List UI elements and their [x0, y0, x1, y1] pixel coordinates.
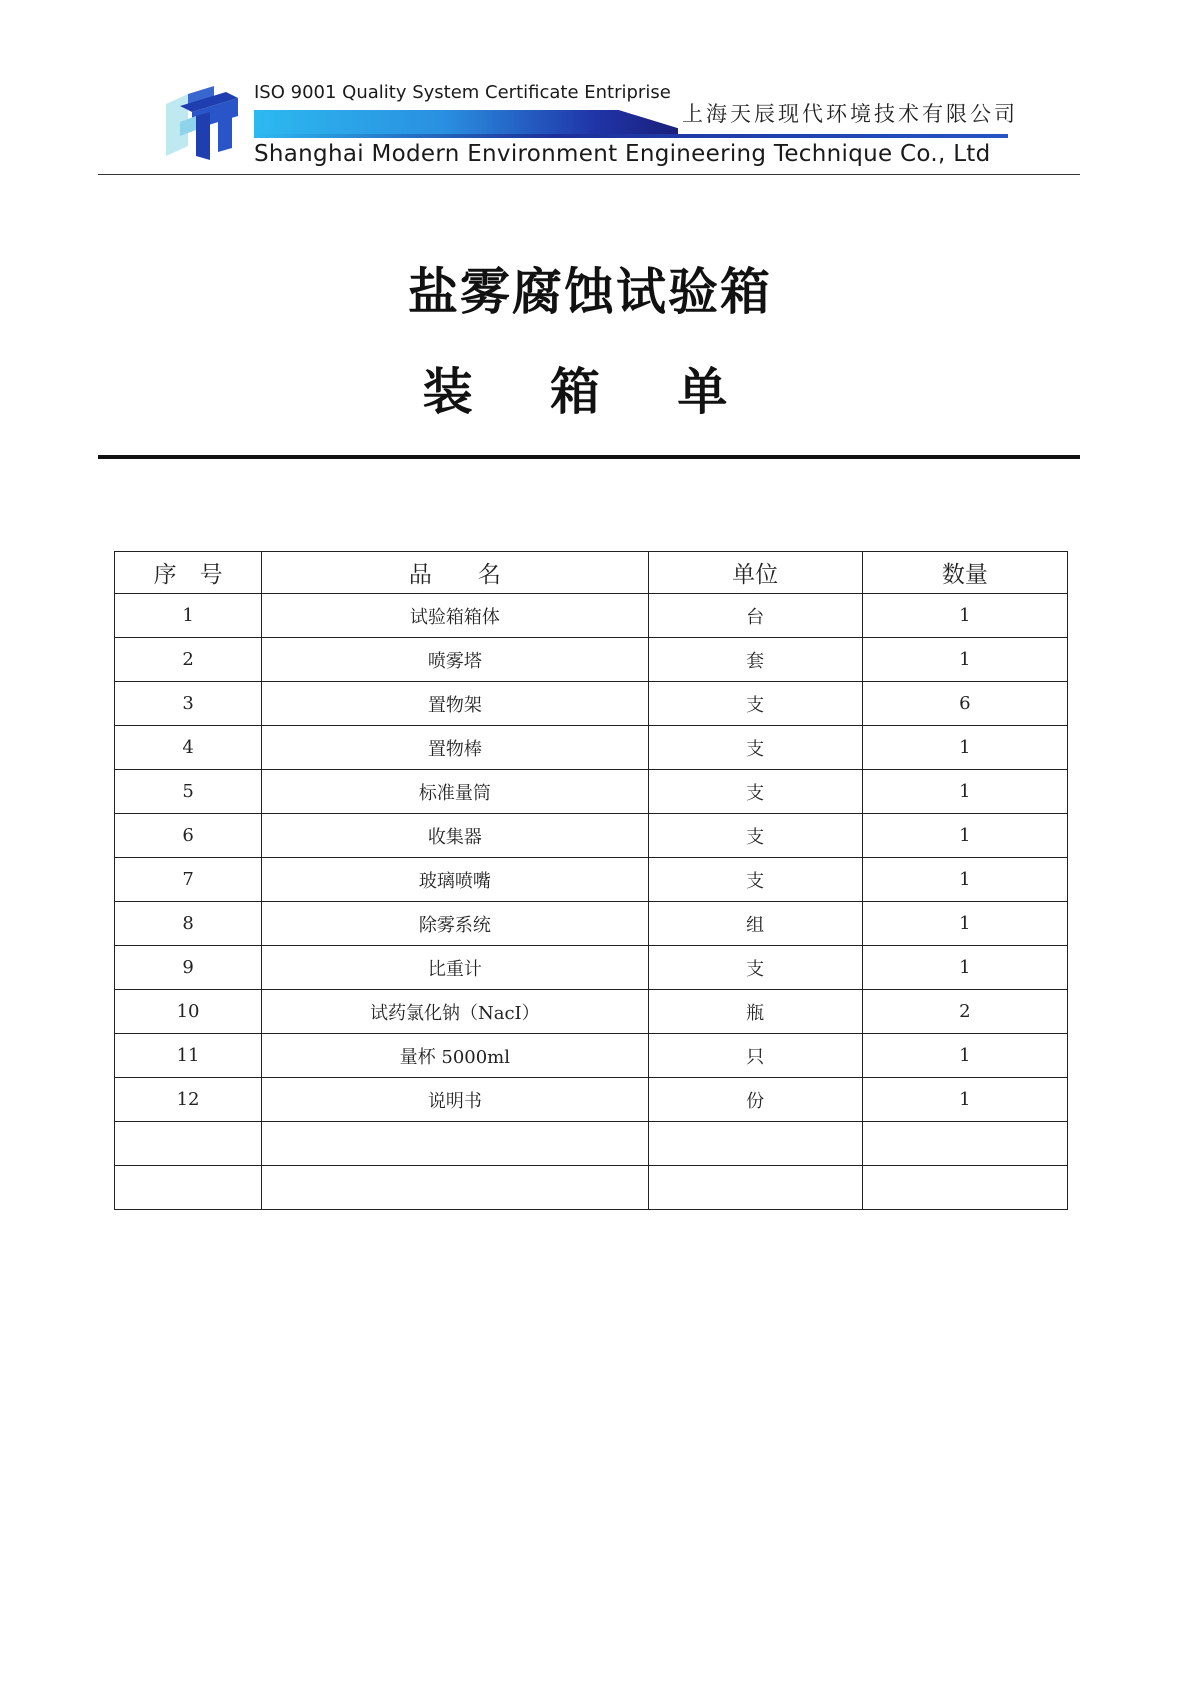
cell-unit [648, 1122, 862, 1166]
header-name: 品 名 [262, 552, 648, 594]
packing-list-table [114, 551, 1068, 1210]
header-qty: 数量 [862, 552, 1067, 594]
cell-unit: 瓶 [648, 990, 862, 1034]
cell-unit: 支 [648, 726, 862, 770]
table-row [115, 1034, 1068, 1078]
cell-unit [648, 1166, 862, 1210]
cell-qty: 1 [862, 902, 1067, 946]
cell-name: 置物棒 [262, 726, 648, 770]
cell-unit: 组 [648, 902, 862, 946]
cell-qty: 1 [862, 594, 1067, 638]
company-name-en: Shanghai Modern Environment Engineering Technique Co., Ltd [254, 141, 991, 167]
cell-no: 11 [115, 1034, 262, 1078]
cell-no: 1 [115, 594, 262, 638]
table-row [115, 594, 1068, 638]
document-subtitle: 装 箱 单 [422, 363, 758, 421]
cell-qty [862, 1166, 1067, 1210]
cell-unit: 支 [648, 814, 862, 858]
document-title: 盐雾腐蚀试验箱 [408, 263, 772, 321]
cell-name: 标准量筒 [262, 770, 648, 814]
cell-unit: 支 [648, 770, 862, 814]
cell-no: 7 [115, 858, 262, 902]
cell-no [115, 1122, 262, 1166]
cell-qty: 1 [862, 638, 1067, 682]
table-row [115, 946, 1068, 990]
cell-name: 除雾系统 [262, 902, 648, 946]
cell-no: 6 [115, 814, 262, 858]
table-row [115, 770, 1068, 814]
table-row [115, 858, 1068, 902]
cell-no: 5 [115, 770, 262, 814]
cell-qty: 1 [862, 814, 1067, 858]
cell-no: 8 [115, 902, 262, 946]
cell-unit: 支 [648, 946, 862, 990]
cell-unit: 支 [648, 858, 862, 902]
cell-name: 试药氯化钠（NacI） [262, 990, 648, 1034]
cell-name: 喷雾塔 [262, 638, 648, 682]
table-header-row [115, 552, 1068, 594]
cell-name: 量杯 5000ml [262, 1034, 648, 1078]
header-blue-line [254, 134, 1008, 138]
table-row [115, 726, 1068, 770]
company-logo-icon [166, 86, 238, 160]
company-name-cn: 上海天辰现代环境技术有限公司 [682, 102, 1018, 126]
cell-unit: 台 [648, 594, 862, 638]
cell-no: 12 [115, 1078, 262, 1122]
iso-certificate-line: ISO 9001 Quality System Certificate Entriprise [254, 82, 671, 103]
cell-name [262, 1166, 648, 1210]
cell-name: 说明书 [262, 1078, 648, 1122]
title-divider [98, 455, 1080, 459]
cell-name: 收集器 [262, 814, 648, 858]
header-no: 序 号 [115, 552, 262, 594]
cell-name: 置物架 [262, 682, 648, 726]
table-row [115, 1166, 1068, 1210]
cell-qty: 2 [862, 990, 1067, 1034]
cell-qty: 1 [862, 770, 1067, 814]
cell-qty: 1 [862, 1034, 1067, 1078]
cell-qty [862, 1122, 1067, 1166]
table-row [115, 1122, 1068, 1166]
cell-qty: 1 [862, 946, 1067, 990]
cell-no: 3 [115, 682, 262, 726]
cell-name: 玻璃喷嘴 [262, 858, 648, 902]
cell-no: 10 [115, 990, 262, 1034]
header-divider [98, 174, 1080, 175]
cell-qty: 1 [862, 726, 1067, 770]
header-unit: 单位 [648, 552, 862, 594]
cell-unit: 份 [648, 1078, 862, 1122]
cell-unit: 套 [648, 638, 862, 682]
cell-name: 比重计 [262, 946, 648, 990]
cell-unit: 只 [648, 1034, 862, 1078]
table-row [115, 682, 1068, 726]
cell-qty: 1 [862, 858, 1067, 902]
letterhead [0, 0, 1200, 180]
table-row [115, 990, 1068, 1034]
table-row [115, 814, 1068, 858]
table-row [115, 1078, 1068, 1122]
table-row [115, 902, 1068, 946]
cell-no: 2 [115, 638, 262, 682]
cell-no: 9 [115, 946, 262, 990]
table-row [115, 638, 1068, 682]
cell-name: 试验箱箱体 [262, 594, 648, 638]
cell-unit: 支 [648, 682, 862, 726]
cell-qty: 6 [862, 682, 1067, 726]
cell-no: 4 [115, 726, 262, 770]
cell-qty: 1 [862, 1078, 1067, 1122]
cell-no [115, 1166, 262, 1210]
cell-name [262, 1122, 648, 1166]
